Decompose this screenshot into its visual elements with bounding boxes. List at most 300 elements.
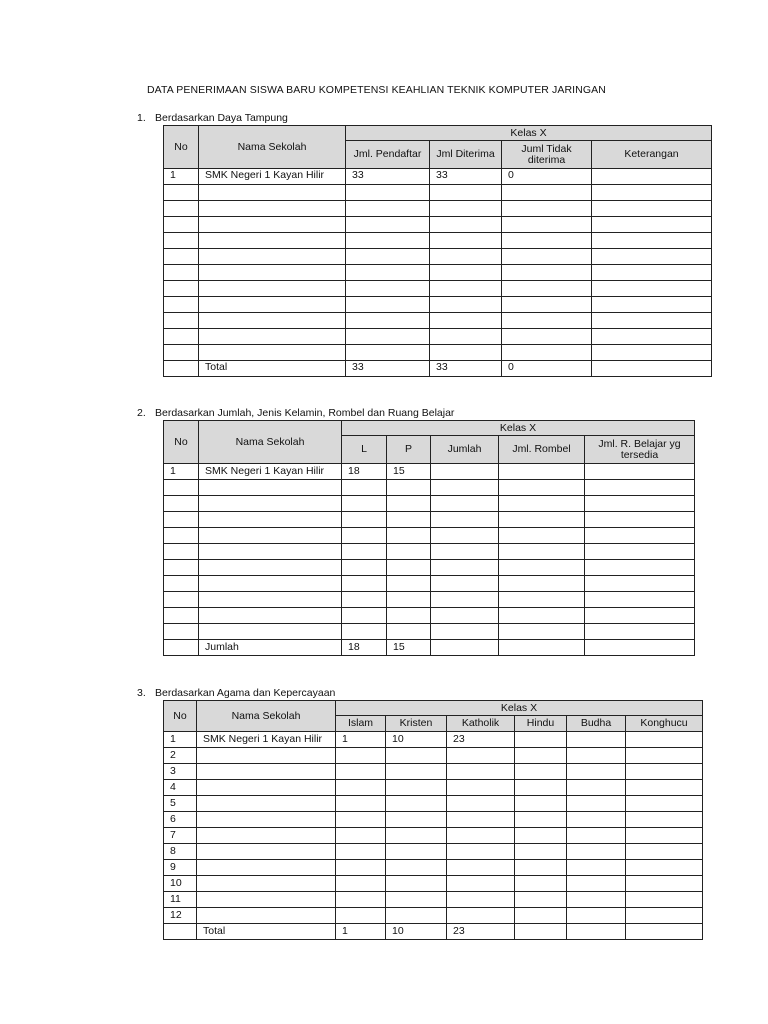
table-row <box>164 345 712 361</box>
table-cell <box>431 576 499 592</box>
header-katholik: Katholik <box>447 716 515 732</box>
table-cell: 3 <box>164 764 197 780</box>
table-cell <box>387 544 431 560</box>
table-cell <box>626 732 703 748</box>
section-3-label: Berdasarkan Agama dan Kepercayaan <box>155 687 336 699</box>
table-cell <box>592 345 712 361</box>
header-islam: Islam <box>336 716 386 732</box>
table-cell <box>342 592 387 608</box>
header-jml-pendaftar: Jml. Pendaftar <box>346 141 430 169</box>
table-cell <box>430 345 502 361</box>
table-cell <box>585 480 695 496</box>
table-cell <box>164 640 199 656</box>
table-cell: Jumlah <box>199 640 342 656</box>
table-cell <box>430 329 502 345</box>
table-cell <box>502 265 592 281</box>
table-cell <box>199 217 346 233</box>
table-cell: 23 <box>447 732 515 748</box>
table-cell <box>567 812 626 828</box>
header-kelas-x: Kelas X <box>342 421 695 436</box>
table-cell <box>387 528 431 544</box>
table-cell <box>197 796 336 812</box>
table-cell <box>430 185 502 201</box>
table-row <box>164 812 703 828</box>
table-cell <box>499 528 585 544</box>
header-keterangan: Keterangan <box>592 141 712 169</box>
table-cell <box>387 624 431 640</box>
table-cell <box>342 480 387 496</box>
table-cell <box>197 812 336 828</box>
table-cell <box>199 249 346 265</box>
table-cell <box>567 796 626 812</box>
table-cell <box>515 924 567 940</box>
table-cell <box>499 640 585 656</box>
table-cell <box>164 496 199 512</box>
header-no: No <box>164 701 197 732</box>
section-1-number: 1. <box>137 112 146 124</box>
table-cell <box>346 233 430 249</box>
table-row <box>164 313 712 329</box>
section-3-heading <box>137 687 335 699</box>
table-cell <box>346 265 430 281</box>
table-cell <box>387 480 431 496</box>
table-cell <box>447 812 515 828</box>
table-cell: 1 <box>164 169 199 185</box>
table-cell <box>336 908 386 924</box>
table-cell <box>592 361 712 377</box>
table-cell <box>386 748 447 764</box>
table-cell <box>447 860 515 876</box>
table-cell <box>199 281 346 297</box>
table-cell <box>164 576 199 592</box>
table-cell <box>342 544 387 560</box>
table-cell <box>430 201 502 217</box>
table-cell <box>387 560 431 576</box>
table-cell <box>164 512 199 528</box>
table-cell <box>387 608 431 624</box>
table-cell <box>626 924 703 940</box>
table-cell <box>626 796 703 812</box>
table-cell <box>515 892 567 908</box>
table-cell <box>336 828 386 844</box>
table-cell <box>431 640 499 656</box>
table-row <box>164 233 712 249</box>
table-cell <box>592 185 712 201</box>
table-cell <box>199 297 346 313</box>
table-cell <box>515 828 567 844</box>
section-2-heading <box>137 407 454 419</box>
table-cell: 33 <box>430 361 502 377</box>
table-cell <box>626 860 703 876</box>
table-row <box>164 185 712 201</box>
table-cell <box>197 876 336 892</box>
table-cell <box>336 796 386 812</box>
table-cell: 1 <box>164 464 199 480</box>
table-cell <box>164 544 199 560</box>
section-1-heading <box>137 112 288 124</box>
table-cell <box>386 908 447 924</box>
table-cell <box>431 464 499 480</box>
table-cell <box>626 748 703 764</box>
table-cell <box>502 201 592 217</box>
table-cell: 18 <box>342 464 387 480</box>
table-row <box>164 169 712 185</box>
table-row <box>164 329 712 345</box>
table-cell <box>502 329 592 345</box>
table-cell <box>199 345 346 361</box>
table-cell <box>499 624 585 640</box>
table-cell <box>431 528 499 544</box>
table-cell: 7 <box>164 828 197 844</box>
table-cell <box>502 217 592 233</box>
table-cell <box>346 345 430 361</box>
table-cell <box>342 608 387 624</box>
header-juml-tidak-diterima: Juml Tidak diterima <box>502 141 592 169</box>
table-cell <box>164 480 199 496</box>
table-cell <box>199 560 342 576</box>
table-cell <box>164 592 199 608</box>
table-cell: 6 <box>164 812 197 828</box>
table-cell: 18 <box>342 640 387 656</box>
header-no: No <box>164 126 199 169</box>
table-cell <box>199 624 342 640</box>
table-cell: 8 <box>164 844 197 860</box>
table-cell: 10 <box>386 732 447 748</box>
table-cell <box>430 233 502 249</box>
table-cell <box>386 828 447 844</box>
table-cell <box>515 812 567 828</box>
table-cell <box>199 576 342 592</box>
table-cell <box>431 496 499 512</box>
section-2-number: 2. <box>137 407 146 419</box>
table-cell <box>592 217 712 233</box>
table-cell <box>199 544 342 560</box>
table-cell <box>502 281 592 297</box>
header-jml-r-belajar: Jml. R. Belajar yg tersedia <box>585 436 695 464</box>
table-cell <box>499 512 585 528</box>
table-cell <box>447 876 515 892</box>
table-row <box>164 828 703 844</box>
table-cell <box>567 828 626 844</box>
table-cell <box>626 876 703 892</box>
table-cell <box>164 249 199 265</box>
table-cell <box>515 796 567 812</box>
table-row <box>164 217 712 233</box>
table-cell: 15 <box>387 640 431 656</box>
table-cell: SMK Negeri 1 Kayan Hilir <box>199 169 346 185</box>
table-row <box>164 780 703 796</box>
table-cell <box>447 796 515 812</box>
table-cell <box>502 185 592 201</box>
table-cell <box>592 169 712 185</box>
table-cell <box>626 780 703 796</box>
table-cell: 12 <box>164 908 197 924</box>
table-cell <box>342 560 387 576</box>
table-cell: 1 <box>336 732 386 748</box>
table-cell <box>515 908 567 924</box>
table-cell <box>199 528 342 544</box>
table-cell: 4 <box>164 780 197 796</box>
header-konghucu: Konghucu <box>626 716 703 732</box>
table-cell <box>387 512 431 528</box>
table-cell <box>164 313 199 329</box>
table-row <box>164 844 703 860</box>
table-cell <box>626 892 703 908</box>
table-cell <box>499 576 585 592</box>
table-cell <box>386 764 447 780</box>
table-cell <box>585 512 695 528</box>
table-cell <box>502 313 592 329</box>
table-cell <box>592 249 712 265</box>
table-cell <box>592 201 712 217</box>
table-jenis-kelamin <box>163 420 695 656</box>
table-cell <box>502 297 592 313</box>
table-cell <box>199 592 342 608</box>
table-cell <box>585 496 695 512</box>
table-cell: 2 <box>164 748 197 764</box>
table-cell <box>431 480 499 496</box>
table-cell <box>567 764 626 780</box>
table-cell <box>199 512 342 528</box>
table-cell <box>585 640 695 656</box>
table-cell <box>386 812 447 828</box>
table-cell <box>346 249 430 265</box>
table-cell <box>346 297 430 313</box>
table-cell: SMK Negeri 1 Kayan Hilir <box>199 464 342 480</box>
table-cell <box>346 313 430 329</box>
table-cell <box>499 496 585 512</box>
table-cell <box>346 217 430 233</box>
table-cell <box>164 329 199 345</box>
table-cell <box>342 512 387 528</box>
table-cell <box>431 544 499 560</box>
table-cell <box>626 908 703 924</box>
table-cell <box>386 844 447 860</box>
table-cell <box>387 496 431 512</box>
table-row <box>164 560 695 576</box>
table-row <box>164 748 703 764</box>
header-nama-sekolah: Nama Sekolah <box>197 701 336 732</box>
table-cell <box>585 464 695 480</box>
table-row <box>164 640 695 656</box>
table-cell <box>197 780 336 796</box>
table-cell <box>499 560 585 576</box>
table-cell <box>336 844 386 860</box>
table-cell <box>515 876 567 892</box>
table-cell: 11 <box>164 892 197 908</box>
table-cell <box>585 544 695 560</box>
table-cell <box>336 780 386 796</box>
table-cell <box>430 249 502 265</box>
table-cell <box>447 844 515 860</box>
table-row <box>164 464 695 480</box>
table-cell: 0 <box>502 361 592 377</box>
table-row <box>164 544 695 560</box>
table-cell <box>515 860 567 876</box>
table-cell: 33 <box>346 361 430 377</box>
table-cell <box>515 780 567 796</box>
table-row <box>164 732 703 748</box>
table-cell <box>164 608 199 624</box>
table-cell <box>567 748 626 764</box>
table-cell <box>499 544 585 560</box>
table-row <box>164 297 712 313</box>
table-agama <box>163 700 703 940</box>
table-cell <box>199 608 342 624</box>
table-cell <box>430 217 502 233</box>
table-cell <box>447 828 515 844</box>
table-cell <box>164 528 199 544</box>
table-cell <box>197 748 336 764</box>
table-cell <box>592 313 712 329</box>
table-cell <box>164 281 199 297</box>
table-cell <box>164 624 199 640</box>
table-cell <box>431 512 499 528</box>
table-cell <box>515 732 567 748</box>
table-cell <box>164 345 199 361</box>
table-cell <box>164 924 197 940</box>
table-cell: Total <box>199 361 346 377</box>
table-cell: 0 <box>502 169 592 185</box>
header-kelas-x: Kelas X <box>346 126 712 141</box>
table-row <box>164 764 703 780</box>
table-row <box>164 624 695 640</box>
table-cell: 1 <box>164 732 197 748</box>
table-cell <box>585 624 695 640</box>
table-row <box>164 201 712 217</box>
table-cell <box>342 624 387 640</box>
table-cell <box>199 313 346 329</box>
table-cell <box>199 265 346 281</box>
section-3-number: 3. <box>137 687 146 699</box>
table-cell <box>199 496 342 512</box>
table-row <box>164 908 703 924</box>
table-row <box>164 281 712 297</box>
table-cell <box>164 217 199 233</box>
table-cell <box>387 592 431 608</box>
table-cell <box>336 860 386 876</box>
table-cell <box>431 624 499 640</box>
header-jml-diterima: Jml Diterima <box>430 141 502 169</box>
header-p: P <box>387 436 431 464</box>
table-cell <box>346 281 430 297</box>
table-row <box>164 592 695 608</box>
table-cell <box>567 892 626 908</box>
table-cell <box>346 201 430 217</box>
table-cell <box>430 297 502 313</box>
table-cell <box>447 780 515 796</box>
table-cell: 10 <box>164 876 197 892</box>
table-row <box>164 512 695 528</box>
table-cell <box>336 892 386 908</box>
header-nama-sekolah: Nama Sekolah <box>199 421 342 464</box>
table-cell <box>197 764 336 780</box>
table-cell <box>164 560 199 576</box>
document-title: DATA PENERIMAAN SISWA BARU KOMPETENSI KEAHLIAN TEKNIK KOMPUTER JARINGAN <box>147 84 606 96</box>
table-cell <box>567 780 626 796</box>
header-jml-rombel: Jml. Rombel <box>499 436 585 464</box>
table-cell <box>199 201 346 217</box>
table-row <box>164 892 703 908</box>
table-cell <box>197 892 336 908</box>
table-cell <box>342 496 387 512</box>
table-cell <box>164 297 199 313</box>
table-cell <box>626 812 703 828</box>
table-cell <box>430 313 502 329</box>
table-cell <box>336 876 386 892</box>
table-cell <box>386 796 447 812</box>
table-cell <box>585 560 695 576</box>
table-cell <box>585 592 695 608</box>
table-cell <box>431 560 499 576</box>
header-kelas-x: Kelas X <box>336 701 703 716</box>
table-cell <box>199 480 342 496</box>
table-row <box>164 265 712 281</box>
table-cell <box>515 764 567 780</box>
table-row <box>164 480 695 496</box>
header-jumlah: Jumlah <box>431 436 499 464</box>
header-kristen: Kristen <box>386 716 447 732</box>
table-cell: 33 <box>346 169 430 185</box>
table-cell <box>515 844 567 860</box>
table-cell <box>585 528 695 544</box>
table-cell <box>499 608 585 624</box>
table-cell: 23 <box>447 924 515 940</box>
table-cell <box>502 249 592 265</box>
table-cell <box>447 764 515 780</box>
section-1-label: Berdasarkan Daya Tampung <box>155 112 288 124</box>
table-cell <box>567 908 626 924</box>
table-cell <box>447 748 515 764</box>
table-daya-tampung <box>163 125 712 377</box>
table-row <box>164 496 695 512</box>
table-row <box>164 860 703 876</box>
table-cell <box>336 764 386 780</box>
table-cell <box>387 576 431 592</box>
table-cell <box>567 876 626 892</box>
table-cell <box>197 908 336 924</box>
table-cell <box>447 892 515 908</box>
table-cell <box>592 297 712 313</box>
table-cell <box>346 185 430 201</box>
table-row <box>164 576 695 592</box>
table-cell <box>585 576 695 592</box>
header-no: No <box>164 421 199 464</box>
table-cell <box>499 592 585 608</box>
table-cell <box>567 732 626 748</box>
table-cell <box>567 924 626 940</box>
table-cell <box>626 844 703 860</box>
table-cell <box>626 828 703 844</box>
table-cell <box>197 828 336 844</box>
table-row <box>164 528 695 544</box>
header-budha: Budha <box>567 716 626 732</box>
table-cell <box>197 860 336 876</box>
table-row <box>164 361 712 377</box>
table-cell <box>164 185 199 201</box>
table-row <box>164 876 703 892</box>
table-cell <box>386 780 447 796</box>
table-cell <box>336 812 386 828</box>
table-row <box>164 796 703 812</box>
table-cell <box>336 748 386 764</box>
header-l: L <box>342 436 387 464</box>
table-cell <box>164 233 199 249</box>
table-cell <box>199 185 346 201</box>
table-cell <box>430 281 502 297</box>
table-row <box>164 924 703 940</box>
table-cell: 10 <box>386 924 447 940</box>
